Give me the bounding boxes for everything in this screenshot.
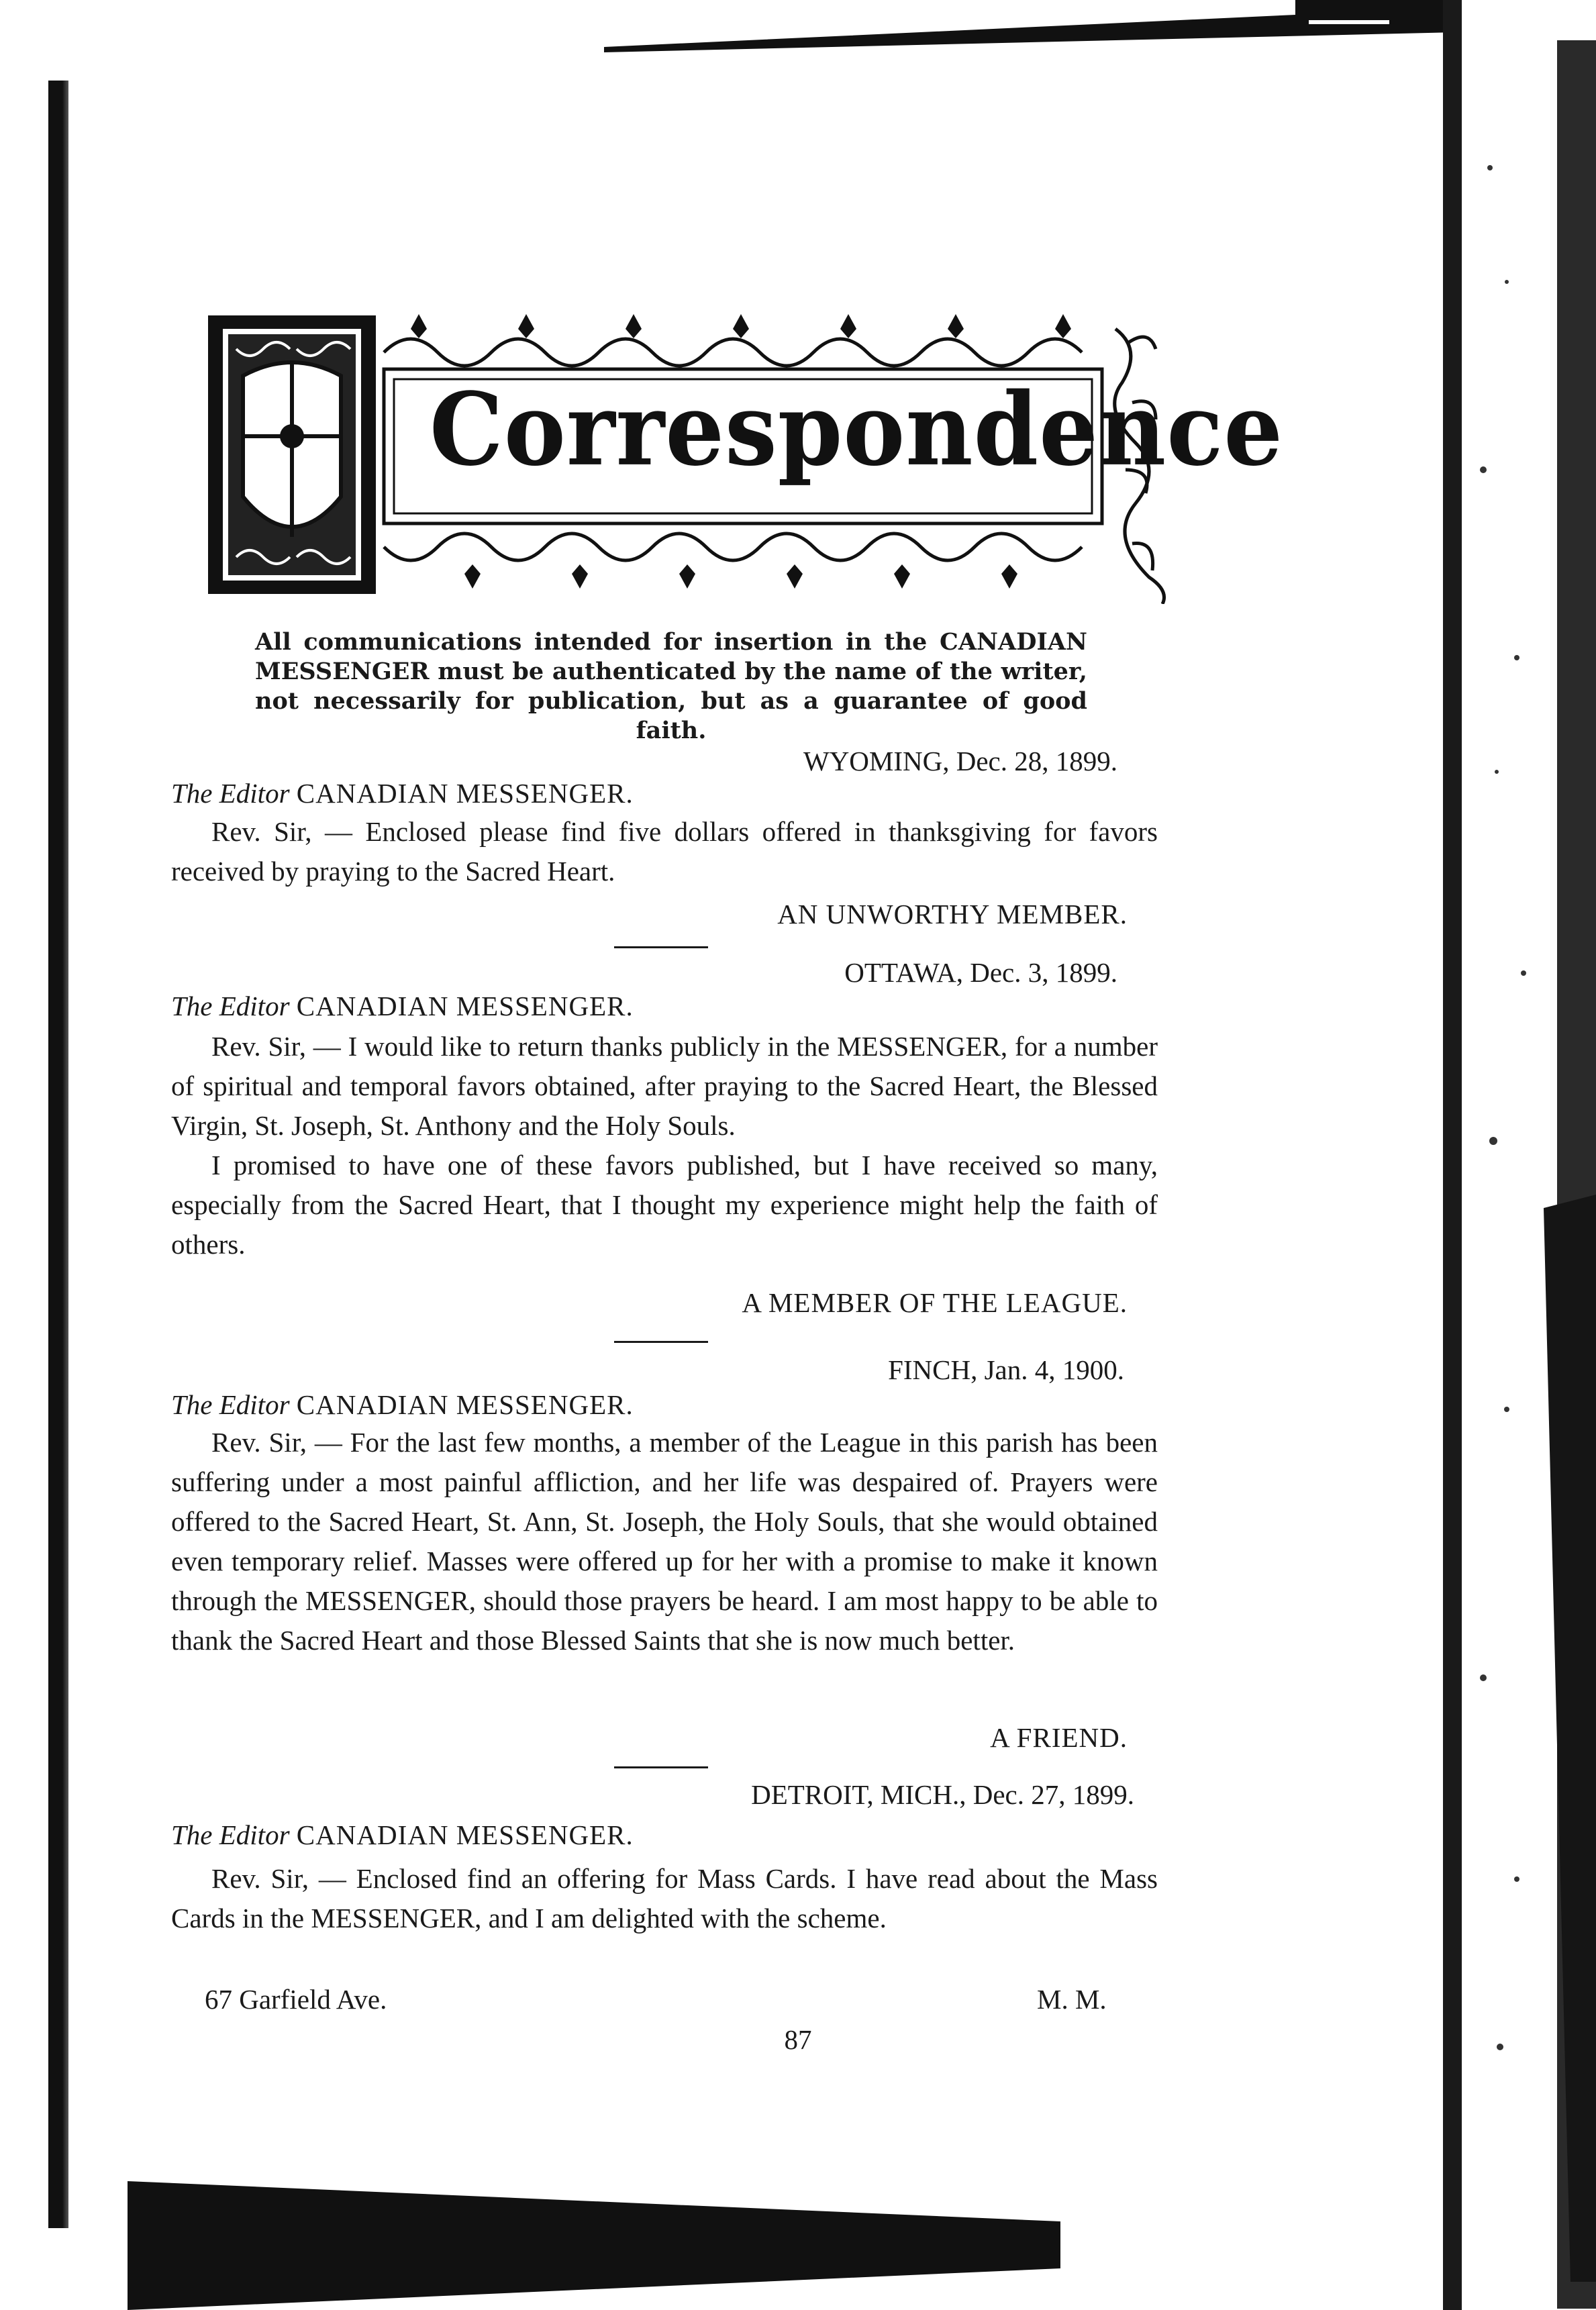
letter-2-signature: A MEMBER OF THE LEAGUE. — [742, 1287, 1128, 1318]
page-title: Correspondence — [430, 370, 1284, 489]
scan-edge-right — [1443, 0, 1596, 2310]
letter-1-salutation: The Editor CANADIAN MESSENGER. — [171, 778, 634, 809]
letter-3-place-date: FINCH, Jan. 4, 1900. — [888, 1354, 1124, 1385]
letter-4-paragraph: Rev. Sir, — Enclosed find an offering for Mass Cards. I have read about the Mass Cards in the MESSENGER, and I am delighted with the scheme. — [171, 1863, 1158, 1934]
letter-3-salutation: The Editor CANADIAN MESSENGER. — [171, 1389, 634, 1420]
letter-2-salutation: The Editor CANADIAN MESSENGER. — [171, 991, 634, 1021]
letter-3-signature: A FRIEND. — [990, 1722, 1128, 1753]
letter-2-paragraph-1: Rev. Sir, — I would like to return thanks publicly in the MESSENGER, for a number of spiritual and temporal favors obtained, after praying to the Sacred Heart, the Blessed Virgin, St. Joseph, St. Anthony and the Holy Souls. — [171, 1031, 1158, 1141]
letter-4-signature: M. M. — [1037, 1984, 1107, 2015]
letter-4-body — [171, 1859, 1158, 1938]
letter-divider — [614, 1766, 708, 1768]
letter-4-salutation: The Editor CANADIAN MESSENGER. — [171, 1819, 634, 1850]
letter-1-signature: AN UNWORTHY MEMBER. — [777, 899, 1128, 930]
letter-4-address: 67 Garfield Ave. — [205, 1984, 387, 2015]
letter-1-paragraph: Rev. Sir, — Enclosed please find five dollars offered in thanksgiving for favors received by praying to the Sacred Heart. — [171, 816, 1158, 887]
scan-edge-top — [604, 0, 1456, 54]
letter-1-body — [171, 812, 1158, 891]
letter-3-paragraph: Rev. Sir, — For the last few months, a member of the League in this parish has been suffering under a most painful affliction, and her life was despaired of. Prayers were offered to the Sacred Heart, St. Ann, St. Joseph, the Holy Souls, that she would obtained even temporary relief. Masses were offered up for her with a promise to make it known through the MESSENGER, should those prayers be heard. I am most happy to be able to thank the Sacred Heart and those Blessed Saints that she is now much better. — [171, 1427, 1158, 1656]
letter-2-body — [171, 1027, 1158, 1264]
letter-2-place-date: OTTAWA, Dec. 3, 1899. — [844, 957, 1117, 988]
letter-1-place-date: WYOMING, Dec. 28, 1899. — [803, 746, 1117, 776]
page-number: 87 — [784, 2024, 812, 2055]
scan-edge-bottom — [128, 2181, 1060, 2310]
letter-2-paragraph-2: I promised to have one of these favors published, but I have received so many, especially from the Sacred Heart, that I thought my experience might help the faith of others. — [171, 1150, 1158, 1260]
letter-divider — [614, 946, 708, 948]
letter-4-place-date: DETROIT, MICH., Dec. 27, 1899. — [751, 1779, 1134, 1810]
letter-3-body — [171, 1423, 1158, 1660]
submission-notice: All communications intended for insertion in the CANADIAN MESSENGER must be authenticated by the name of the writer, not necessarily for publication, but as a guarantee of good faith. — [255, 628, 1087, 744]
letter-divider — [614, 1341, 708, 1343]
scan-edge-left — [48, 81, 68, 2228]
